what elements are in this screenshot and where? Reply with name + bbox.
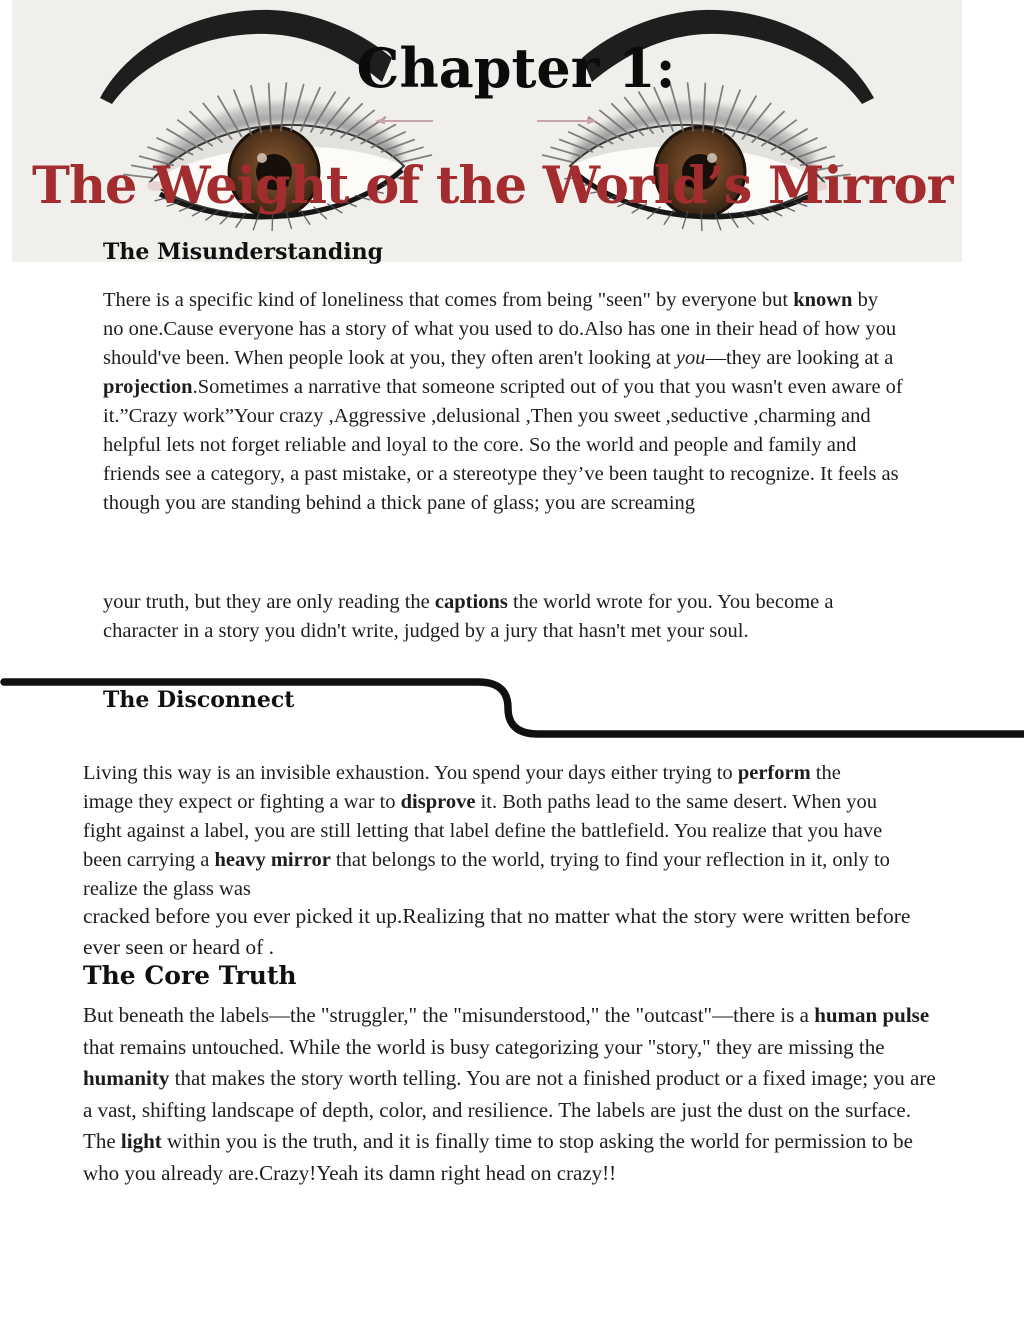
paragraph: cracked before you ever picked it up.Realizing that no matter what the story were written before ever seen or heard of . — [83, 904, 911, 959]
paragraph: your truth, but they are only reading the captions the world wrote for you. You become a character in a story you didn't write, judged by a jury that hasn't met your soul. — [103, 591, 834, 642]
paragraph: But beneath the labels—the "struggler," the "misunderstood," the "outcast"—there is a human pulse that remains untouched. While the world is busy categorizing your "story," they are missing the humanity that makes the story worth telling. You are not a finished product or a fixed image; you are a vast, shifting landscape of depth, color, and resilience. The labels are just the dust on the surface. The light within you is the truth, and it is finally time to stop asking the world for permission to be who you already are.Crazy!Yeah its damn right head on crazy!! — [83, 1003, 936, 1185]
section-heading-disconnect: The Disconnect — [103, 687, 295, 713]
section-heading-core-truth: The Core Truth — [83, 961, 297, 990]
header-banner — [12, 0, 962, 262]
right-arrow-icon — [535, 116, 597, 126]
left-arrow-icon — [375, 116, 435, 126]
paragraph: Living this way is an invisible exhaustion. You spend your days either trying to perform the image they expect or fighting a war to disprove it. Both paths lead to the same desert. When you fight against a label, you are still letting that label define the battlefield. You realize that you have been carrying a heavy mirror that belongs to the world, trying to find your reflection in it, only to realize the glass was — [83, 762, 890, 900]
section-heading-misunderstanding: The Misunderstanding — [103, 239, 383, 265]
paragraph: There is a specific kind of loneliness that comes from being "seen" by everyone but known by no one.Cause everyone has a story of what you used to do.Also has one in their head of how you should've been. When people look at you, they often aren't looking at you—they are looking at a projection.Sometimes a narrative that someone scripted out of you that you wasn't even aware of it.”Crazy work”Your crazy ,Aggressive ,delusional ,Then you sweet ,seductive ,charming and helpful lets not forget reliable and loyal to the core. So the world and people and family and friends see a category, a past mistake, or a stereotype they’ve been taught to recognize. It feels as though you are standing behind a thick pane of glass; you are screaming — [103, 289, 903, 514]
page-title: The Weight of the World’s Mirror — [32, 156, 953, 216]
chapter-label: Chapter 1: — [356, 36, 676, 100]
